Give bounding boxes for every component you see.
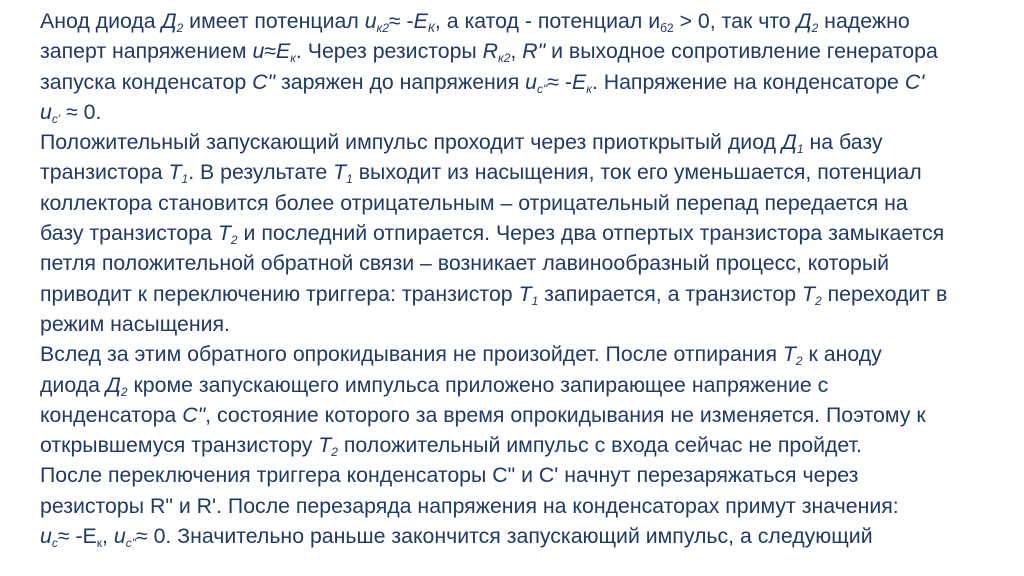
- text-run: резисторы R" и R'. После перезаряда напряжения на конденсаторах примут значения:: [40, 493, 899, 518]
- text-run: Т: [518, 281, 532, 306]
- text-run: ≈: [264, 39, 277, 64]
- text-line: [13, 188, 1017, 218]
- text-line: [13, 339, 1017, 369]
- text-run: положительный импульс с входа сейчас не пройдет.: [337, 433, 862, 458]
- paragraph: [13, 339, 1017, 460]
- text-run: выходит из насыщения, ток его уменьшается, потенциал: [352, 160, 922, 185]
- text-run: Т: [168, 160, 182, 185]
- text-run: ≈ 0. Значительно раньше закончится запускающий импульс, а следующий: [135, 524, 873, 549]
- text-run: кроме запускающего импульса приложено запирающее напряжение с: [127, 372, 829, 397]
- text-run: . Через резисторы: [295, 39, 483, 64]
- text-run: запирается, а транзистор: [538, 281, 802, 306]
- text-line: [13, 430, 1017, 460]
- text-line: [13, 6, 1017, 36]
- subscript: 2: [230, 233, 238, 248]
- text-run: Анод диода: [40, 9, 162, 33]
- text-run: C": [182, 402, 206, 427]
- subscript: б2: [660, 21, 674, 35]
- subscript: c": [125, 536, 136, 551]
- text-run: ≈ -: [547, 69, 572, 94]
- text-run: Т: [333, 160, 347, 185]
- text-run: u: [525, 69, 537, 94]
- subscript: c": [537, 81, 548, 96]
- text-run: Т: [782, 342, 796, 367]
- text-run: E: [413, 9, 428, 33]
- text-run: имеет потенциал: [183, 9, 365, 33]
- text-run: E: [571, 69, 587, 94]
- text-run: надежно: [818, 9, 910, 33]
- text-line: [13, 400, 1017, 430]
- text-run: ≈ -E: [57, 524, 97, 549]
- text-run: Вслед за этим обратного опрокидывания не произойдет. После отпирания: [40, 342, 783, 367]
- text-run: и последний отпирается. Через два отпертых транзистора замыкается: [237, 221, 945, 246]
- text-line: [13, 521, 1017, 551]
- text-run: u: [113, 524, 126, 549]
- subscript: c: [51, 536, 58, 551]
- text-run: Т: [801, 281, 815, 306]
- text-line: [13, 127, 1017, 157]
- text-line: [13, 157, 1017, 187]
- paragraph: [13, 6, 1017, 127]
- text-run: приводит к переключению триггера: транзистор: [40, 281, 519, 306]
- text-run: R": [522, 39, 546, 64]
- subscript: к: [586, 81, 592, 96]
- text-run: петля положительной обратной связи – возникает лавинообразный процесс, который: [40, 251, 890, 276]
- text-run: C": [252, 69, 276, 94]
- subscript: 1: [796, 142, 804, 157]
- text-run: . Напряжение на конденсаторе: [591, 69, 905, 94]
- text-run: базу транзистора: [40, 221, 218, 246]
- text-line: [13, 309, 1017, 339]
- text-run: ,: [102, 524, 114, 549]
- text-run: режим насыщения.: [40, 311, 230, 336]
- text-run: коллектора становится более отрицательным – отрицательный перепад передается на: [40, 190, 908, 215]
- text-run: R: [482, 39, 499, 64]
- subscript: к: [96, 536, 103, 551]
- text-run: Положительный запускающий импульс проходит через приоткрытый диод: [40, 130, 782, 155]
- text-run: Т: [318, 433, 332, 458]
- text-run: транзистора: [40, 160, 169, 185]
- text-line: [13, 491, 1017, 521]
- text-run: конденсатора: [40, 402, 183, 427]
- text-run: , состояние которого за время опрокидывания не изменяется. Поэтому к: [205, 402, 926, 427]
- text-line: [13, 67, 1017, 97]
- text-run: заряжен до напряжения: [275, 69, 526, 94]
- text-run: Д: [781, 130, 797, 155]
- text-line: [13, 36, 1017, 66]
- subscript: 2: [811, 21, 819, 35]
- paragraph: [13, 460, 1017, 551]
- text-run: заперт напряжением: [40, 39, 253, 64]
- text-run: запуска конденсатор: [40, 69, 253, 94]
- subscript: 1: [346, 172, 353, 187]
- subscript: К: [427, 21, 435, 35]
- text-run: C': [904, 69, 925, 94]
- text-run: открывшемуся транзистору: [40, 433, 319, 458]
- text-run: ,: [510, 39, 523, 64]
- text-run: . В результате: [188, 160, 334, 185]
- text-line: [13, 218, 1017, 248]
- subscript: к: [290, 51, 296, 66]
- subscript: c': [51, 111, 61, 126]
- text-line: [13, 279, 1017, 309]
- text-run: E: [276, 39, 291, 64]
- text-line: [13, 97, 1017, 127]
- slide-text-body: [13, 6, 1017, 551]
- text-run: u: [252, 39, 265, 64]
- text-run: Д: [105, 372, 121, 397]
- text-line: [13, 460, 1017, 490]
- text-run: После переключения триггера конденсаторы С" и С' начнут перезаряжаться через: [40, 463, 859, 488]
- subscript: к2: [498, 51, 511, 66]
- subscript: к2: [376, 21, 389, 35]
- subscript: 2: [815, 293, 822, 308]
- text-run: диода: [40, 372, 106, 397]
- text-run: Д: [796, 9, 812, 33]
- text-run: u: [40, 524, 52, 549]
- text-run: , а катод - потенциал и: [434, 9, 661, 33]
- text-run: на базу: [803, 130, 883, 155]
- paragraph: [13, 127, 1017, 339]
- subscript: 2: [331, 445, 338, 460]
- text-run: u: [364, 9, 377, 33]
- text-run: к аноду: [802, 342, 882, 367]
- text-run: ≈ -: [388, 9, 414, 33]
- text-run: u: [40, 99, 52, 124]
- text-run: переходит в: [821, 281, 948, 306]
- subscript: 1: [531, 293, 539, 308]
- text-run: и выходное сопротивление генератора: [545, 39, 938, 64]
- text-run: Д: [161, 9, 177, 33]
- text-run: > 0, так что: [673, 9, 797, 33]
- subscript: 2: [120, 384, 128, 399]
- subscript: 1: [181, 172, 189, 187]
- subscript: 2: [176, 21, 184, 35]
- text-line: [13, 370, 1017, 400]
- text-line: [13, 248, 1017, 278]
- subscript: 2: [795, 354, 803, 369]
- text-run: ≈ 0.: [60, 99, 102, 124]
- text-run: Т: [217, 221, 231, 246]
